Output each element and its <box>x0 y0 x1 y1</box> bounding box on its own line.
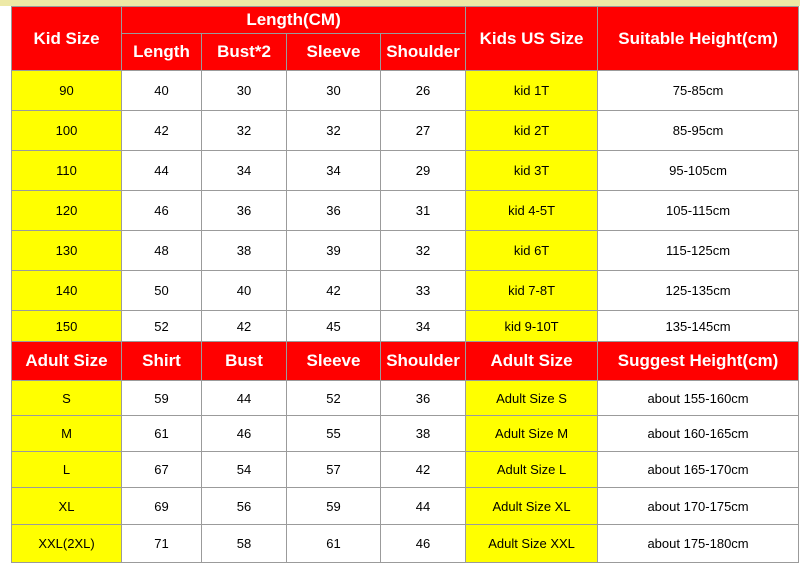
adult-sleeve-cell: 59 <box>287 488 381 525</box>
adult-shoulder-cell: 36 <box>381 381 466 416</box>
kid-size-cell: 140 <box>12 271 122 311</box>
adult-bust-cell: 58 <box>202 525 287 563</box>
adult-sleeve-cell: 55 <box>287 416 381 452</box>
kid-size-row <box>12 231 799 271</box>
adult-size-row <box>12 452 799 488</box>
kid-size-row <box>12 111 799 151</box>
sleeve-cell: 42 <box>287 271 381 311</box>
sleeve-cell: 36 <box>287 191 381 231</box>
adult-bust-cell: 54 <box>202 452 287 488</box>
adult-size-label-cell: Adult Size S <box>466 381 598 416</box>
shirt-cell: 69 <box>122 488 202 525</box>
kid-size-row <box>12 151 799 191</box>
kids-us-size-cell: kid 2T <box>466 111 598 151</box>
length-cell: 46 <box>122 191 202 231</box>
adult-shoulder-cell: 38 <box>381 416 466 452</box>
suggest-height-cell: about 165-170cm <box>598 452 799 488</box>
shirt-column-header: Shirt <box>122 342 202 381</box>
shirt-cell: 61 <box>122 416 202 452</box>
adult-size-row <box>12 525 799 563</box>
bust-cell: 30 <box>202 71 287 111</box>
sleeve-cell: 39 <box>287 231 381 271</box>
adult-size-label-cell: Adult Size XXL <box>466 525 598 563</box>
suitable-height-header: Suitable Height(cm) <box>598 7 799 71</box>
kid-size-row <box>12 311 799 342</box>
adult-header-row <box>12 342 799 381</box>
shirt-cell: 67 <box>122 452 202 488</box>
suitable-height-cell: 125-135cm <box>598 271 799 311</box>
adult-sleeve-cell: 57 <box>287 452 381 488</box>
sleeve-cell: 30 <box>287 71 381 111</box>
shoulder-cell: 34 <box>381 311 466 342</box>
suitable-height-cell: 115-125cm <box>598 231 799 271</box>
suggest-height-cell: about 160-165cm <box>598 416 799 452</box>
shoulder-column-header: Shoulder <box>381 34 466 71</box>
suggest-height-cell: about 155-160cm <box>598 381 799 416</box>
size-chart-table <box>11 6 799 563</box>
shoulder-cell: 31 <box>381 191 466 231</box>
adult-size-row <box>12 488 799 525</box>
kids-us-size-cell: kid 3T <box>466 151 598 191</box>
shirt-cell: 71 <box>122 525 202 563</box>
adult-size-cell: M <box>12 416 122 452</box>
kids-us-size-cell: kid 4-5T <box>466 191 598 231</box>
bust-cell: 34 <box>202 151 287 191</box>
bust-cell: 36 <box>202 191 287 231</box>
bust-cell: 42 <box>202 311 287 342</box>
adult-shoulder-cell: 44 <box>381 488 466 525</box>
kids-us-size-cell: kid 6T <box>466 231 598 271</box>
length-cell: 50 <box>122 271 202 311</box>
kid-size-cell: 120 <box>12 191 122 231</box>
adult-size-header: Adult Size <box>12 342 122 381</box>
adult-size-row <box>12 381 799 416</box>
suitable-height-cell: 135-145cm <box>598 311 799 342</box>
adult-size-cell: XXL(2XL) <box>12 525 122 563</box>
adult-size-label-cell: Adult Size XL <box>466 488 598 525</box>
kids-us-size-cell: kid 1T <box>466 71 598 111</box>
length-cell: 48 <box>122 231 202 271</box>
sleeve-cell: 45 <box>287 311 381 342</box>
kid-size-row <box>12 71 799 111</box>
length-cell: 52 <box>122 311 202 342</box>
kid-size-row <box>12 271 799 311</box>
kid-size-cell: 90 <box>12 71 122 111</box>
shoulder-cell: 27 <box>381 111 466 151</box>
adult-bust-cell: 56 <box>202 488 287 525</box>
adult-size-column-header: Adult Size <box>466 342 598 381</box>
shoulder-cell: 29 <box>381 151 466 191</box>
suitable-height-cell: 85-95cm <box>598 111 799 151</box>
shoulder-cell: 32 <box>381 231 466 271</box>
bust-column-header: Bust*2 <box>202 34 287 71</box>
adult-shoulder-cell: 42 <box>381 452 466 488</box>
suggest-height-cell: about 170-175cm <box>598 488 799 525</box>
length-cell: 44 <box>122 151 202 191</box>
bust-cell: 38 <box>202 231 287 271</box>
suitable-height-cell: 105-115cm <box>598 191 799 231</box>
sleeve-cell: 34 <box>287 151 381 191</box>
shoulder-cell: 33 <box>381 271 466 311</box>
adult-shoulder-cell: 46 <box>381 525 466 563</box>
kid-header-row-top <box>12 7 799 34</box>
length-group-header: Length(CM) <box>122 7 466 34</box>
sleeve-column-header: Sleeve <box>287 34 381 71</box>
adult-size-row <box>12 416 799 452</box>
shirt-cell: 59 <box>122 381 202 416</box>
kid-size-cell: 110 <box>12 151 122 191</box>
kids-us-size-header: Kids US Size <box>466 7 598 71</box>
suggest-height-header: Suggest Height(cm) <box>598 342 799 381</box>
kid-size-cell: 100 <box>12 111 122 151</box>
adult-sleeve-column-header: Sleeve <box>287 342 381 381</box>
adult-bust-cell: 44 <box>202 381 287 416</box>
length-cell: 42 <box>122 111 202 151</box>
adult-shoulder-column-header: Shoulder <box>381 342 466 381</box>
adult-size-label-cell: Adult Size M <box>466 416 598 452</box>
suitable-height-cell: 95-105cm <box>598 151 799 191</box>
length-cell: 40 <box>122 71 202 111</box>
adult-bust-column-header: Bust <box>202 342 287 381</box>
sleeve-cell: 32 <box>287 111 381 151</box>
suitable-height-cell: 75-85cm <box>598 71 799 111</box>
bust-cell: 40 <box>202 271 287 311</box>
kids-us-size-cell: kid 7-8T <box>466 271 598 311</box>
kid-size-cell: 150 <box>12 311 122 342</box>
adult-sleeve-cell: 61 <box>287 525 381 563</box>
kid-size-row <box>12 191 799 231</box>
adult-bust-cell: 46 <box>202 416 287 452</box>
shoulder-cell: 26 <box>381 71 466 111</box>
adult-size-cell: XL <box>12 488 122 525</box>
suggest-height-cell: about 175-180cm <box>598 525 799 563</box>
kid-size-header: Kid Size <box>12 7 122 71</box>
kid-size-cell: 130 <box>12 231 122 271</box>
length-column-header: Length <box>122 34 202 71</box>
adult-sleeve-cell: 52 <box>287 381 381 416</box>
adult-size-label-cell: Adult Size L <box>466 452 598 488</box>
adult-size-cell: L <box>12 452 122 488</box>
kids-us-size-cell: kid 9-10T <box>466 311 598 342</box>
bust-cell: 32 <box>202 111 287 151</box>
adult-size-cell: S <box>12 381 122 416</box>
